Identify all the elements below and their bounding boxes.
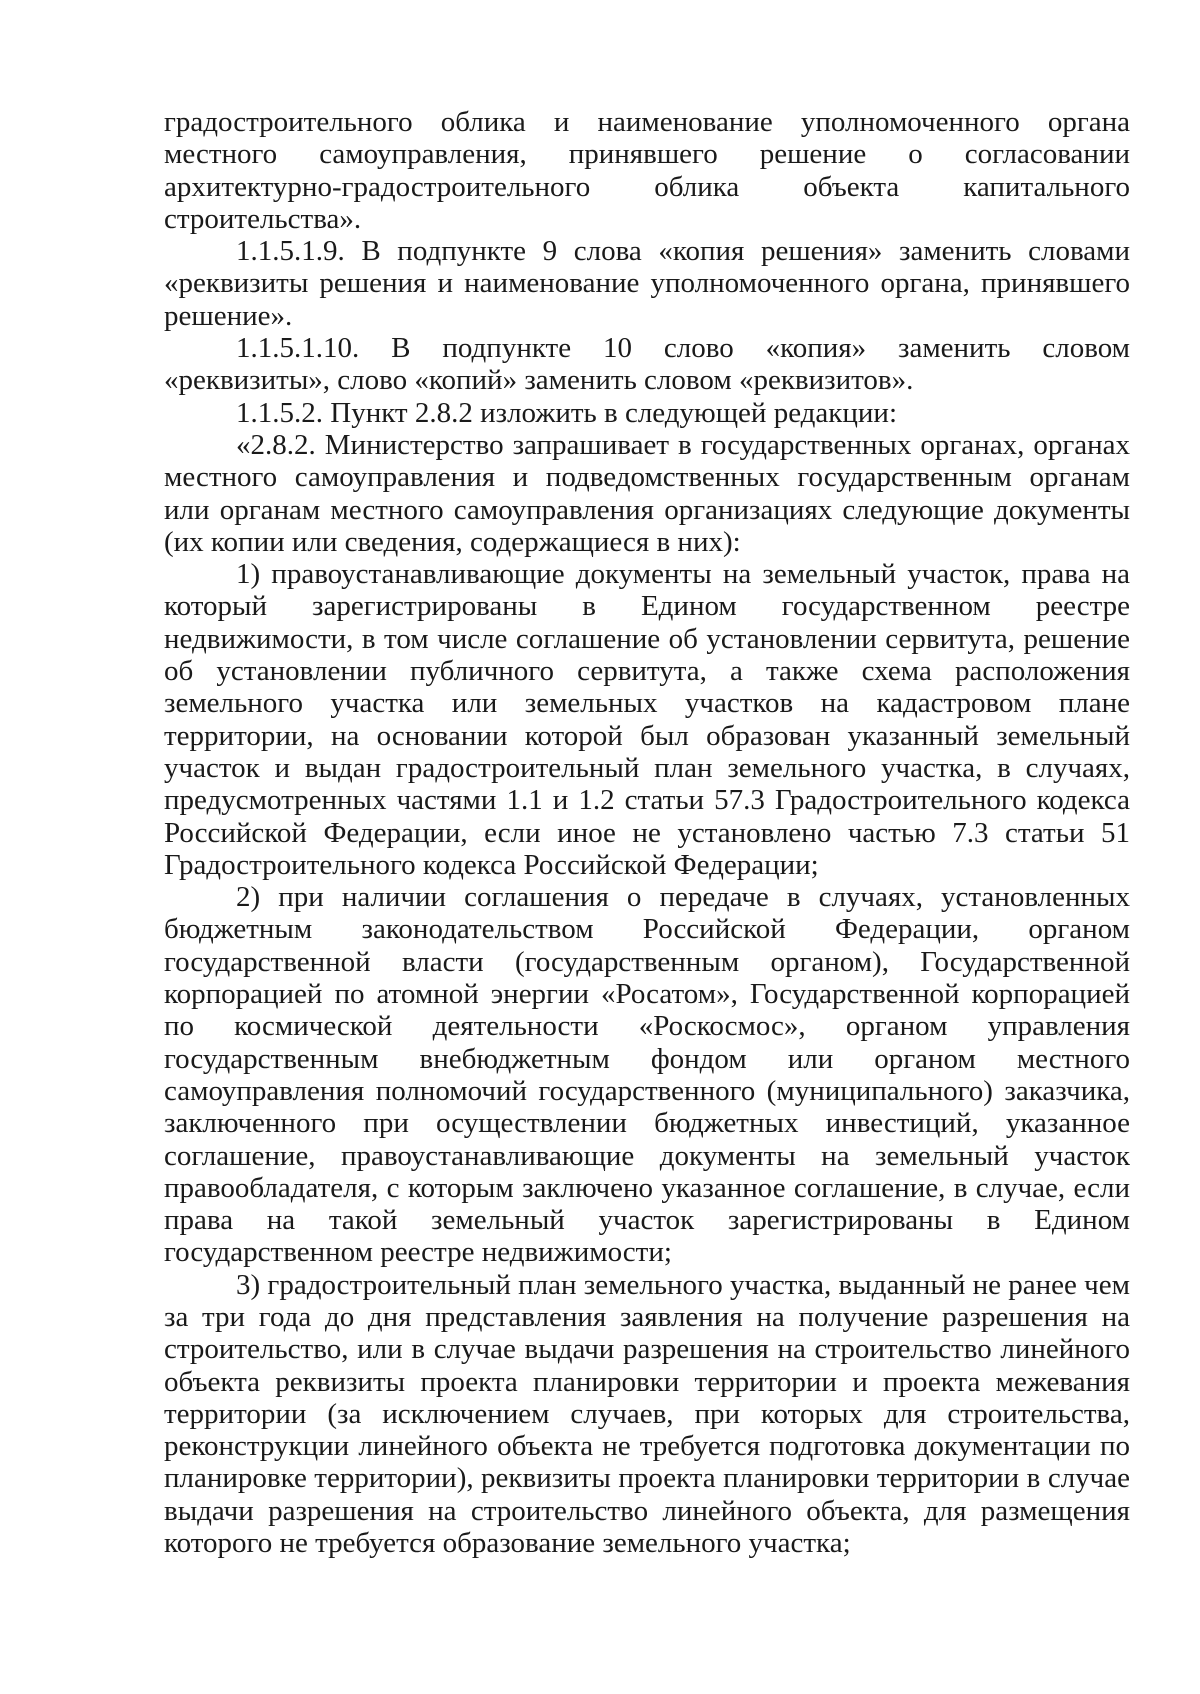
paragraph-item-1-1-5-2: 1.1.5.2. Пункт 2.8.2 изложить в следующей редакции: xyxy=(236,396,898,429)
paragraph-item-1-1-5-1-9: 1.1.5.1.9. В подпункте 9 слова «копия решения» заменить словами «реквизиты решения и наименование уполномоченного органа, принявшего решение». xyxy=(164,235,1130,332)
paragraph-item-1-1-5-1-10: 1.1.5.1.10. В подпункте 10 слово «копия» заменить словом «реквизиты», слово «копий» заменить словом «реквизитов». xyxy=(164,332,1130,397)
paragraph-list-item-3: 3) градостроительный план земельного участка, выданный не ранее чем за три года до дня представления заявления на получение разрешения на строительство, или в случае выдачи разрешения на строительство линейного объекта реквизиты проекта планировки территории и проекта межевания территории (за исключением случаев, при которых для строительства, реконструкции линейного объекта не требуется подготовка документации по планировке территории), реквизиты проекта планировки территории в случае выдачи разрешения на строительство линейного объекта, для размещения которого не требуется образование земельного участка; xyxy=(164,1268,1130,1560)
document-body xyxy=(164,106,1130,1559)
paragraph-list-item-2: 2) при наличии соглашения о передаче в случаях, установленных бюджетным законодательством Российской Федерации, органом государственной власти (государственным органом), Государственной корпорацией по атомной энергии «Росатом», Государственной корпорацией по космической деятельности «Роскосмос», органом управления государственным внебюджетным фондом или органом местного самоуправления полномочий государственного (муниципального) заказчика, заключенного при осуществлении бюджетных инвестиций, указанное соглашение, правоустанавливающие документы на земельный участок правообладателя, с которым заключено указанное соглашение, в случае, если права на такой земельный участок зарегистрированы в Едином государственном реестре недвижимости; xyxy=(164,881,1130,1269)
paragraph-item-2-8-2: «2.8.2. Министерство запрашивает в государственных органах, органах местного самоуправления и подведомственных государственным органам или органам местного самоуправления организациях следующие документы (их копии или сведения, содержащиеся в них): xyxy=(164,428,1130,558)
paragraph-list-item-1: 1) правоустанавливающие документы на земельный участок, права на который зарегистрированы в Едином государственном реестре недвижимости, в том числе соглашение об установлении сервитута, решение об установлении публичного сервитута, а также схема расположения земельного участка или земельных участков на кадастровом плане территории, на основании которой был образован указанный земельный участок и выдан градостроительный план земельного участка, в случаях, предусмотренных частями 1.1 и 1.2 статьи 57.3 Градостроительного кодекса Российской Федерации, если иное не установлено частью 7.3 статьи 51 Градостроительного кодекса Российской Федерации; xyxy=(164,558,1130,881)
paragraph-continuation: градостроительного облика и наименование уполномоченного органа местного самоуправления, принявшего решение о согласовании архитектурно-градостроительного облика объекта капитального строительства». xyxy=(164,106,1130,235)
